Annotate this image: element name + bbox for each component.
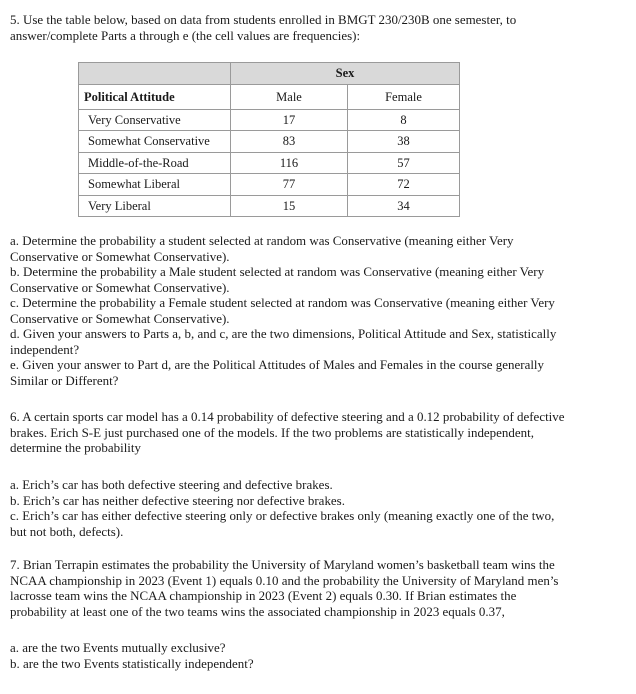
- q6-parts: [10, 477, 628, 539]
- table-row: [79, 174, 460, 196]
- female-value: 72: [348, 174, 460, 196]
- female-value: 57: [348, 152, 460, 174]
- q5-part-line: Conservative or Somewhat Conservative).: [10, 310, 230, 326]
- q7-intro-line: NCAA championship in 2023 (Event 1) equals 0.10 and the probability the University of Maryland men’s: [10, 572, 559, 588]
- q5-part-line: c. Determine the probability a Female student selected at random was Conservative (meaning either Very: [10, 295, 555, 310]
- q5-intro-line-2: answer/complete Parts a through e (the cell values are frequencies):: [10, 27, 361, 43]
- q5-part-line: Conservative or Somewhat Conservative).: [10, 248, 230, 264]
- table-row: [79, 195, 460, 217]
- q5-intro-line-1: 5. Use the table below, based on data from students enrolled in BMGT 230/230B one semester, to: [10, 12, 517, 27]
- q5-part-line: e. Given your answer to Part d, are the Political Attitudes of Males and Females in the course generally: [10, 357, 545, 372]
- q7-part-line: b. are the two Events statistically independent?: [10, 655, 254, 671]
- male-value: 15: [231, 195, 348, 217]
- q5-part-line: independent?: [10, 341, 80, 357]
- q7-intro: [10, 557, 628, 619]
- table-row: [79, 131, 460, 153]
- q6-intro-line: determine the probability: [10, 440, 141, 455]
- row-label: Somewhat Conservative: [79, 131, 231, 153]
- row-label: Somewhat Liberal: [79, 174, 231, 196]
- female-value: 34: [348, 195, 460, 217]
- q6-intro-line: 6. A certain sports car model has a 0.14 probability of defective steering and a 0.12 probability of defective: [10, 409, 565, 424]
- table-group-header-row: [79, 63, 460, 85]
- male-value: 77: [231, 174, 348, 196]
- male-value: 17: [231, 109, 348, 131]
- q6-part-line: but not both, defects).: [10, 523, 124, 539]
- q5-part-line: b. Determine the probability a Male student selected at random was Conservative (meaning either Very: [10, 264, 545, 279]
- male-value: 83: [231, 131, 348, 153]
- table-row: [79, 152, 460, 174]
- political-attitude-header: Political Attitude: [79, 84, 231, 109]
- q5-part-line: a. Determine the probability a student selected at random was Conservative (meaning either Very: [10, 233, 514, 248]
- table-corner-cell: [79, 63, 231, 85]
- q6-part-line: b. Erich’s car has neither defective steering nor defective brakes.: [10, 492, 345, 508]
- q7-intro-line: probability at least one of the two teams wins the associated championship in 2023 equals 0.37,: [10, 603, 505, 619]
- table-row: [79, 109, 460, 131]
- q7-part-line: a. are the two Events mutually exclusive?: [10, 640, 226, 655]
- q5-part-line: Conservative or Somewhat Conservative).: [10, 279, 230, 295]
- q7-intro-line: 7. Brian Terrapin estimates the probability the University of Maryland women’s basketball team wins the: [10, 557, 555, 572]
- q6-intro-line: brakes. Erich S-E just purchased one of the models. If the two problems are statistically independent,: [10, 424, 534, 440]
- q6-intro: [10, 409, 628, 456]
- male-header: Male: [231, 84, 348, 109]
- frequency-table: [78, 62, 460, 217]
- q5-intro: [10, 12, 628, 43]
- q5-part-line: Similar or Different?: [10, 372, 119, 388]
- q5-part-line: d. Given your answers to Parts a, b, and c, are the two dimensions, Political Attitude and Sex, statistically: [10, 326, 557, 341]
- q7-parts: [10, 640, 628, 671]
- q7-intro-line: lacrosse team wins the NCAA championship in 2023 (Event 2) equals 0.30. If Brian estimates the: [10, 588, 517, 603]
- female-header: Female: [348, 84, 460, 109]
- q6-part-line: a. Erich’s car has both defective steering and defective brakes.: [10, 477, 333, 492]
- male-value: 116: [231, 152, 348, 174]
- female-value: 38: [348, 131, 460, 153]
- row-label: Very Conservative: [79, 109, 231, 131]
- sex-header: Sex: [231, 63, 460, 85]
- row-label: Middle-of-the-Road: [79, 152, 231, 174]
- table-header-row: [79, 84, 460, 109]
- female-value: 8: [348, 109, 460, 131]
- q5-parts: [10, 233, 628, 388]
- row-label: Very Liberal: [79, 195, 231, 217]
- q6-part-line: c. Erich’s car has either defective steering only or defective brakes only (meaning exactly one of the two,: [10, 508, 555, 523]
